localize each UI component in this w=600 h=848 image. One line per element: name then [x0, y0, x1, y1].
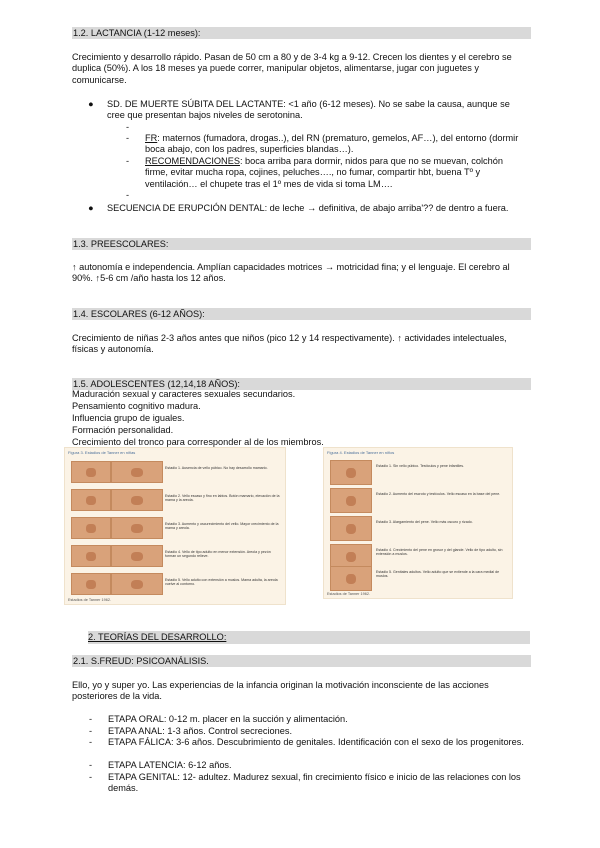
stage-image-pubic: [71, 517, 111, 539]
adolescentes-line: Formación personalidad.: [72, 425, 174, 435]
freud-stage-item: - ETAPA ANAL: 1-3 años. Control secreciones.: [89, 726, 293, 736]
section-heading-preescolares: 1.3. PREESCOLARES:: [72, 238, 531, 250]
paragraph-escolares: Crecimiento de niñas 2-3 años antes que niños (pico 12 y 14 respectivamente). ↑ actividades intelectuales, físicas y autonomía.: [72, 333, 507, 355]
figure-caption: Figura 4. Estadios de Tanner en niños: [327, 450, 395, 455]
recomendaciones-label: RECOMENDACIONES: [145, 156, 240, 166]
stage-image-genital: [330, 460, 372, 485]
stage-description: Estadio 3. Aumento y oscurecimiento del vello. Mayor crecimiento de la mama y areola.: [165, 522, 279, 531]
section-heading-freud: 2.1. S.FREUD: PSICOANÁLISIS.: [72, 655, 531, 667]
figure-tanner-ninos: [323, 447, 513, 599]
figure-row: [324, 514, 512, 541]
section-heading-teorias: [88, 631, 530, 644]
stage-image-pubic: [71, 545, 111, 567]
dash-item-recomendaciones: [126, 156, 526, 192]
freud-stage-item: - ETAPA ORAL: 0-12 m. placer en la succión y alimentación.: [89, 714, 348, 724]
freud-stage-item: - ETAPA FÁLICA: 3-6 años. Descubrimiento de genitales. Identificación con el sexo de los progenitores.: [89, 737, 524, 747]
freud-stage-item: - ETAPA GENITAL: 12- adultez. Madurez sexual, fin crecimiento físico e inicio de las relaciones con los demás.: [89, 772, 521, 794]
stage-description: Estadio 3. Alargamiento del pene. Vello más oscuro y rizado.: [376, 520, 473, 524]
figure-tanner-ninas: [64, 447, 286, 605]
bullet-text: SECUENCIA DE ERUPCIÓN DENTAL: de leche → definitiva, de abajo arriba'?? de dentro a fuera.: [107, 203, 509, 213]
empty-dash-item: [126, 190, 506, 200]
adolescentes-line: Crecimiento del tronco para corresponder al de los miembros.: [72, 437, 324, 447]
dash-item-fr: [126, 133, 526, 157]
stage-description: Estadio 2. Aumento del escroto y testículos. Vello escaso en la base del pene.: [376, 492, 501, 496]
figure-caption: Figura 3. Estadios de Tanner en niñas: [68, 450, 136, 455]
figure-row: [324, 458, 512, 485]
dash-icon: -: [89, 737, 93, 747]
recomendaciones-text: : boca arriba para dormir, nidos para que no se muevan, colchón firme, evitar mucha ropa, cojines, peluches…., no fumar, compartir hbt, buena Tº y ventilación… el chupete tras el 1º mes de vida si toma LM….: [145, 156, 503, 189]
section-heading-lactancia: 1.2. LACTANCIA (1-12 meses):: [72, 27, 531, 39]
teorias-title: 2. TEORÍAS DEL DESARROLLO:: [88, 632, 227, 642]
dash-icon: -: [126, 133, 130, 143]
section-heading-adolescentes: 1.5. ADOLESCENTES (12,14,18 AÑOS):: [72, 378, 531, 390]
figure-row: [324, 564, 512, 591]
adolescentes-line: Influencia grupo de iguales.: [72, 413, 185, 423]
stage-image-breast: [111, 461, 163, 483]
bullet-erupcion-dental: [72, 203, 527, 227]
bullet-text: SD. DE MUERTE SÚBITA DEL LACTANTE: <1 año (6-12 meses). No se sabe la causa, aunque se cree que presentan bajos niveles de serotonina.: [107, 99, 510, 121]
stage-description: Estadio 5. Vello adulto con extensión a muslos. Mama adulta, la areola vuelve al contorno.: [165, 578, 278, 587]
stage-image-pubic: [71, 461, 111, 483]
bullet-dot-icon: ●: [88, 99, 94, 109]
empty-dash-item: [126, 122, 506, 132]
figure-source: Estadios de Tanner 1962.: [68, 598, 111, 602]
figure-row: [65, 487, 285, 513]
figure-row: [65, 543, 285, 569]
figure-row: [324, 486, 512, 513]
paragraph-lactancia-intro: Crecimiento y desarrollo rápido. Pasan de 50 cm a 80 y de 3-4 kg a 9-12. Crecen los dientes y el cerebro se duplica (50%). A los 18 meses ya puede correr, manipular objetos, alimentarse, jugar con juguetes y comunicarse.: [72, 52, 512, 85]
stage-image-pubic: [71, 573, 111, 595]
bullet-muerte-subita: [72, 99, 527, 123]
section-heading-escolares: 1.4. ESCOLARES (6-12 AÑOS):: [72, 308, 531, 320]
dash-icon: -: [89, 772, 93, 782]
figure-source: Estadios de Tanner 1962.: [327, 592, 370, 596]
stage-image-genital: [330, 516, 372, 541]
figure-row: [65, 571, 285, 597]
paragraph-preescolares: ↑ autonomía e independencia. Amplían capacidades motrices → motricidad fina; y el lenguaje. El cerebro al 90%. ↑5-6 cm /año hasta los 12 años.: [72, 262, 510, 284]
dash-icon: -: [126, 156, 130, 166]
dash-icon: -: [89, 714, 93, 724]
stage-description: Estadio 4. Vello de tipo adulto en menor extensión. Areola y pezón forman un segundo relieve.: [165, 550, 271, 559]
paragraph-freud-intro: Ello, yo y super yo. Las experiencias de la infancia originan la motivación inconsciente de las acciones posteriores de la vida.: [72, 680, 489, 702]
figure-row: [65, 459, 285, 485]
figure-row: [65, 515, 285, 541]
bullet-dot-icon: ●: [88, 203, 94, 213]
stage-image-breast: [111, 545, 163, 567]
dash-icon: -: [126, 122, 130, 132]
stage-description: Estadio 2. Vello escaso y fino en labios. Botón mamario, elevación de la mama y la areola.: [165, 494, 280, 503]
fr-label: FR: [145, 133, 158, 143]
freud-stage-item: - ETAPA LATENCIA: 6-12 años.: [89, 760, 232, 770]
dash-icon: -: [89, 726, 93, 736]
stage-image-pubic: [71, 489, 111, 511]
stage-description: Estadio 1. Sin vello púbico. Testículos y pene infantiles.: [376, 464, 465, 468]
stage-description: Estadio 1. Ausencia de vello púbico. No hay desarrollo mamario.: [165, 466, 268, 470]
fr-text: : maternos (fumadora, drogas..), del RN (prematuro, gemelos, AF…), del entorno (dormir boca abajo, con los padres, superficies blandas…).: [145, 133, 519, 155]
stage-image-breast: [111, 489, 163, 511]
stage-image-genital: [330, 488, 372, 513]
adolescentes-line: Maduración sexual y caracteres sexuales secundarios.: [72, 389, 296, 399]
stage-image-genital: [330, 566, 372, 591]
dash-icon: -: [126, 190, 130, 200]
stage-image-breast: [111, 573, 163, 595]
adolescentes-line: Pensamiento cognitivo madura.: [72, 401, 201, 411]
dash-icon: -: [89, 760, 93, 770]
stage-image-breast: [111, 517, 163, 539]
stage-description: Estadio 4. Crecimiento del pene en grosor y del glande. Vello de tipo adulto, sin extensión a muslos.: [376, 548, 503, 557]
stage-description: Estadio 5. Genitales adultos. Vello adulto que se extiende a la cara medial de muslos.: [376, 570, 500, 579]
